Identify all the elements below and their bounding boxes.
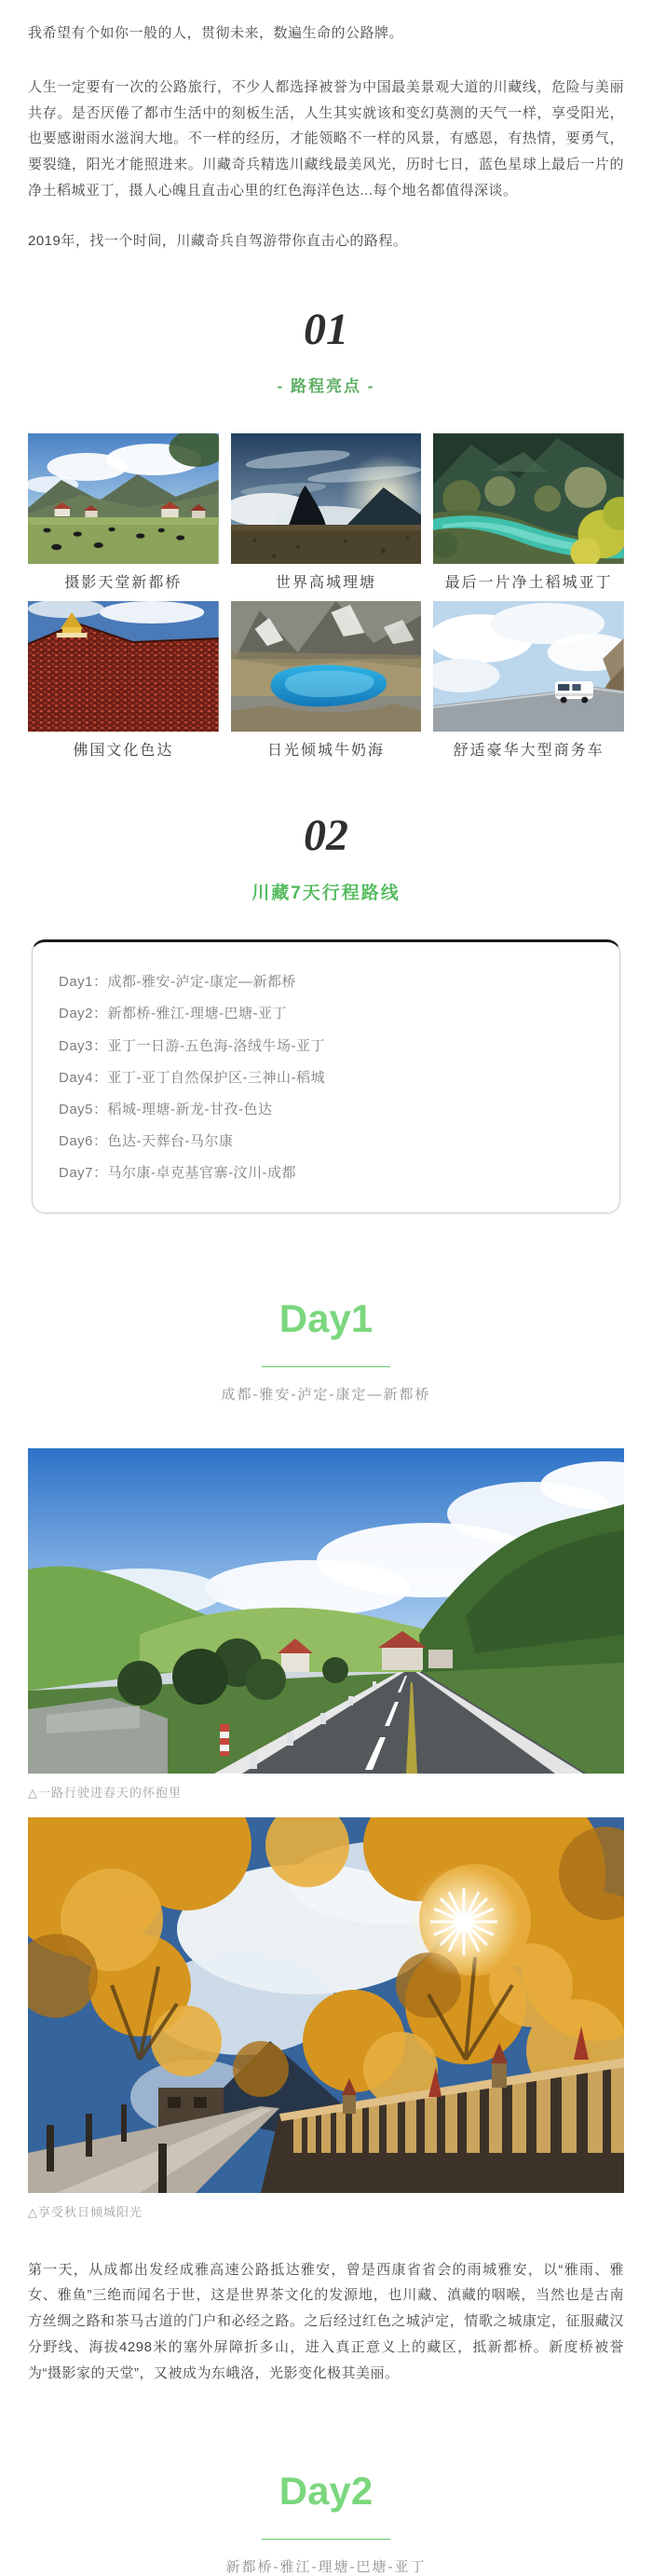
autumn-street-image: [28, 1817, 624, 2193]
seda-monastery-photo: [28, 601, 219, 732]
day2-heading: Day2: [278, 2469, 374, 2514]
litang-sky-image: [231, 433, 422, 564]
intro-paragraph-1: 我希望有个如你一般的人，贯彻未来，数遍生命的公路牌。: [28, 25, 404, 41]
itinerary-day2: Day2：新都桥-雅江-理塘-巴塘-亚丁: [59, 1006, 287, 1022]
itinerary-box: [32, 939, 620, 1213]
business-van-photo: [433, 601, 624, 732]
itinerary-day4: Day4：亚丁-亚丁自然保护区-三神山-稻城: [59, 1069, 326, 1086]
highlight-caption: 最后一片净土稻城亚丁: [444, 575, 613, 592]
business-van-image: [433, 601, 624, 732]
spring-road-image: [28, 1448, 624, 1774]
highlight-caption: 佛国文化色达: [73, 743, 174, 760]
itinerary-day5: Day5：稻城-理塘-新龙-甘孜-色达: [59, 1102, 273, 1117]
highlight-caption: 世界高城理塘: [275, 575, 376, 592]
day1-divider: [262, 1366, 390, 1367]
day1-autumn-photo: [28, 1817, 624, 2193]
yading-river-photo: [433, 433, 624, 564]
section-01-number: 01: [304, 305, 348, 355]
itinerary-day6: Day6：色达-天葬台-马尔康: [59, 1133, 234, 1150]
highlight-xinduqiao: [28, 433, 219, 592]
milk-lake-photo: [231, 601, 422, 732]
highlight-caption: 日光倾城牛奶海: [266, 743, 385, 760]
itinerary-day3: Day3：亚丁一日游-五色海-洛绒牛场-亚丁: [59, 1037, 326, 1054]
section-02-number: 02: [304, 811, 348, 861]
highlight-litang: [231, 433, 422, 592]
litang-sky-photo: [231, 433, 422, 564]
xinduqiao-grassland-photo: [28, 433, 219, 564]
day1-road-photo: [28, 1448, 624, 1774]
highlight-caption: 摄影天堂新都桥: [64, 575, 183, 592]
highlight-yading: [433, 433, 624, 592]
day1-description: 第一天，从成都出发经成雅高速公路抵达雅安，曾是西康省省会的雨城雅安，以“雅雨、雅女、雅鱼”三绝而闻名于世，这是世界茶文化的发源地，也川藏、滇藏的咽喉，当然也是古南方丝绸之路和茶马古道的门户和必经之路。之后经过红色之城泸定，情歌之城康定，征服藏汉分野线、海拔4298米的塞外屏障折多山，进入真正意义上的藏区，抵新都桥。新度桥被誉为“摄影家的天堂”，又被成为东峨洛，光影变化极其美丽。: [28, 2261, 624, 2381]
highlight-van: [433, 601, 624, 760]
yading-river-image: [433, 433, 624, 564]
itinerary-day1: Day1：成都-雅安-泸定-康定—新都桥: [59, 974, 297, 991]
section-01-header: [28, 305, 624, 396]
highlights-grid: [28, 433, 624, 760]
day1-photo1-caption: △一路行驶进春天的怀抱里: [28, 1785, 182, 1800]
itinerary-day7: Day7：马尔康-卓克基官寨-汶川-成都: [59, 1165, 297, 1182]
highlight-caption: 舒适豪华大型商务车: [453, 743, 604, 760]
milk-lake-image: [231, 601, 422, 732]
day2-divider: [262, 2539, 390, 2540]
day1-photo2-caption: △享受秋日倾城阳光: [28, 2204, 143, 2219]
highlight-seda: [28, 601, 219, 760]
section-01-title: - 路程亮点 -: [277, 377, 375, 396]
seda-monastery-image: [28, 601, 219, 732]
intro-paragraph-2: 人生一定要有一次的公路旅行，不少人都选择被誉为中国最美景观大道的川藏线，危险与美丽共存。是否厌倦了都市生活中的刻板生活，人生其实就该和变幻莫测的天气一样，享受阳光，也要感谢雨水滋润大地。不一样的经历，才能领略不一样的风景，有感恩，有热情，要勇气，要裂缝，阳光才能照进来。川藏奇兵精选川藏线最美风光，历时七日，蓝色星球上最后一片的净土稻城亚丁，摄人心魄且直击心里的红色海洋色达...每个地名都值得深谈。: [28, 78, 624, 199]
section-02-title: 川藏7天行程路线: [251, 884, 401, 904]
day2-route: 新都桥-雅江-理塘-巴塘-亚丁: [225, 2559, 427, 2576]
day1-route: 成都-雅安-泸定-康定—新都桥: [221, 1386, 431, 1403]
highlight-milk-lake: [231, 601, 422, 760]
section-02-header: [28, 811, 624, 904]
day1-heading: Day1: [278, 1295, 374, 1340]
xinduqiao-grassland-image: [28, 433, 219, 564]
intro-paragraph-3: 2019年，找一个时间，川藏奇兵自驾游带你直击心的路程。: [28, 232, 408, 249]
